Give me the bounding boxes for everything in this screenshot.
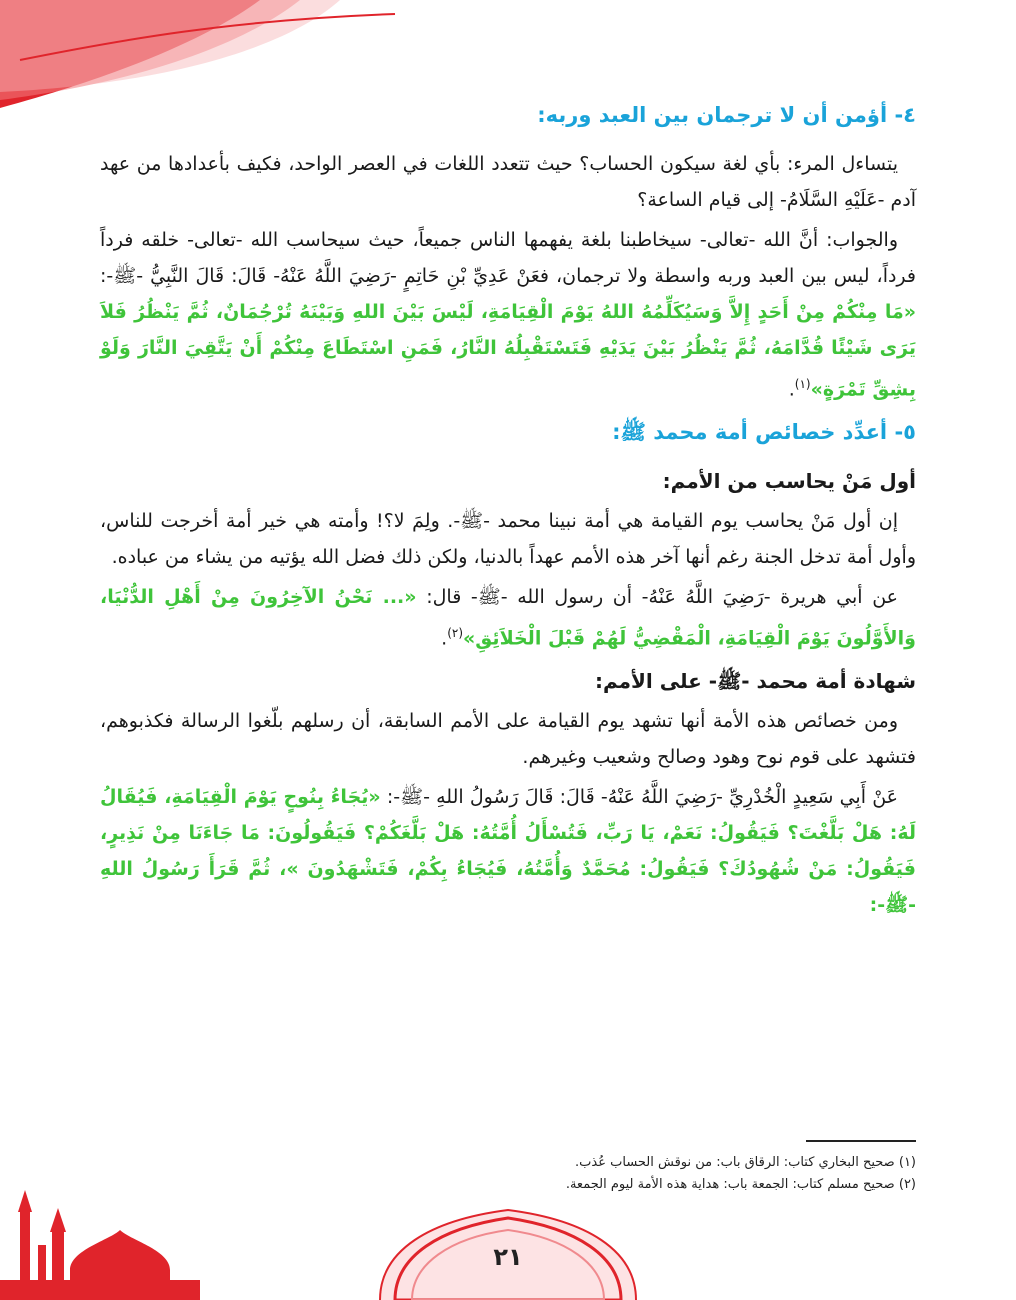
paragraph: ومن خصائص هذه الأمة أنها تشهد يوم القيامة على الأمم السابقة، أن رسلهم بلّغوا الرسالة فكذبوهم، فتشهد على قوم نوح وهود وصالح وشعيب وغيرهم.: [100, 709, 916, 768]
page-content: [100, 98, 916, 927]
footnote: (٢) صحيح مسلم كتاب: الجمعة باب: هداية هذه الأمة ليوم الجمعة.: [565, 1177, 916, 1192]
hadith-text: «مَا مِنْكُمْ مِنْ أَحَدٍ إِلاَّ وَسَيُكَلِّمُهُ اللهُ يَوْمَ الْقِيَامَةِ، لَيْسَ بَيْنَ اللهِ وَبَيْنَهُ تُرْجُمَانٌ، ثُمَّ يَنْظُرُ فَلاَ يَرَى شَيْئًا قُدَّامَهُ، ثُمَّ يَنْظُرُ بَيْنَ يَدَيْهِ فَتَسْتَقْبِلُهُ النَّارُ، فَمَنِ اسْتَطَاعَ مِنْكُمْ أَنْ يَتَّقِيَ النَّارَ وَلَوْ بِشِقِّ تَمْرَةٍ»: [100, 301, 916, 401]
footnote-divider: [806, 1140, 916, 1142]
paragraph-text: عن أبي هريرة -رَضِيَ اللَّهُ عَنْهُ- أن رسول الله -ﷺ- قال:: [416, 586, 898, 609]
paragraph-with-hadith: [100, 222, 916, 407]
paragraph-end: .: [788, 378, 795, 401]
paragraph-with-hadith: [100, 779, 916, 923]
subheading: شهادة أمة محمد -ﷺ- على الأمم:: [594, 668, 916, 693]
paragraph-text: عَنْ أَبِي سَعِيدٍ الْخُدْرِيِّ -رَضِيَ اللَّهُ عَنْهُ- قَالَ: قَالَ رَسُولُ اللهِ -ﷺ-:: [380, 785, 898, 808]
footnote-reference: (١): [794, 377, 811, 391]
paragraph: إن أول مَنْ يحاسب يوم القيامة هي أمة نبينا محمد -ﷺ-. ولِمَ لا؟! وأمته هي خير أمة أخرجت للناس، وأول أمة تدخل الجنة رغم أنها آخر هذه الأمم عهداً بالدنيا، ولكن ذلك فضل الله يؤتيه من يشاء من عباده.: [100, 510, 916, 569]
page-number: ٢١: [493, 1243, 523, 1271]
hadith-text: «... نَحْنُ الآخِرُونَ مِنْ أَهْلِ الدُّنْيَا، وَالأَوَّلُونَ يَوْمَ الْقِيَامَةِ، الْمَقْضِيُّ لَهُمْ قَبْلَ الْخَلاَئِقِ»: [100, 586, 916, 650]
paragraph-with-hadith: [100, 579, 916, 656]
section-4-heading: ٤- أؤمن أن لا ترجمان بين العبد وربه:: [537, 103, 916, 127]
paragraph: يتساءل المرء: بأي لغة سيكون الحساب؟ حيث تتعدد اللغات في العصر الواحد، فكيف بأعدادها من عهد آدم -عَلَيْهِ السَّلَامُ- إلى قيام الساعة؟: [100, 153, 916, 211]
paragraph-text: والجواب: أنَّ الله -تعالى- سيخاطبنا بلغة يفهمها الناس جميعاً، حيث سيحاسب الله -تعالى- خلقه فرداً فرداً، ليس بين العبد وربه واسطة ولا ترجمان، فعَنْ عَدِيِّ بْنِ حَاتِمٍ -رَضِيَ اللَّهُ عَنْهُ- قَالَ: قَالَ النَّبِيُّ -ﷺ-:: [100, 229, 916, 287]
hadith-text: «يُجَاءُ بِنُوحٍ يَوْمَ الْقِيَامَةِ، فَيُقَالُ لَهُ: هَلْ بَلَّغْتَ؟ فَيَقُولُ: نَعَمْ، يَا رَبِّ، فَتُسْأَلُ أُمَّتُهُ: هَلْ بَلَّغَكُمْ؟ فَيَقُولُونَ: مَا جَاءَنَا مِنْ نَذِيرٍ، فَيَقُولُ: مَنْ شُهُودُكَ؟ فَيَقُولُ: مُحَمَّدٌ وَأُمَّتُهُ، فَيُجَاءُ بِكُمْ، فَتَشْهَدُونَ »، ثُمَّ قَرَأَ رَسُولُ اللهِ -ﷺ-:: [100, 785, 916, 916]
footnote: (١) صحيح البخاري كتاب: الرقاق باب: من نوقش الحساب عُذب.: [575, 1155, 916, 1170]
top-ribbon-decoration: [0, 0, 420, 110]
paragraph-end: .: [441, 627, 448, 650]
footnote-reference: (٢): [447, 626, 464, 641]
section-5-heading: ٥- أعدِّد خصائص أمة محمد ﷺ:: [612, 420, 916, 445]
subheading: أول مَنْ يحاسب من الأمم:: [662, 469, 916, 494]
